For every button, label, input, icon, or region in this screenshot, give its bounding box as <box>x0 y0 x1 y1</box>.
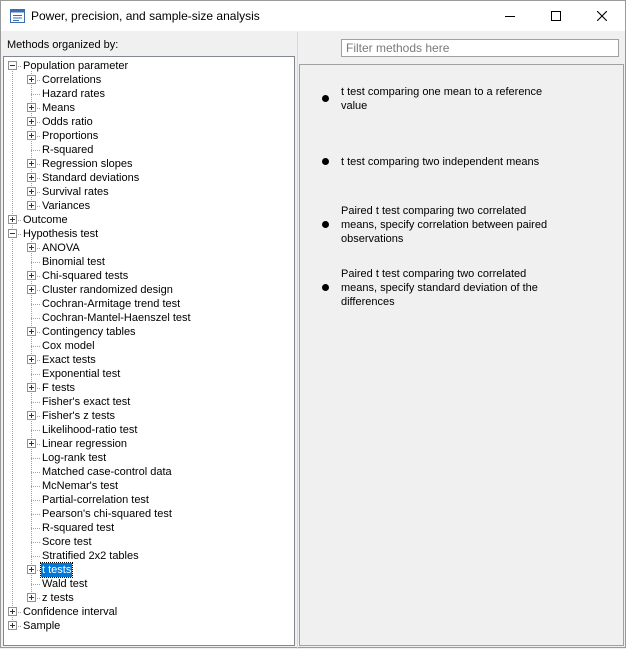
expand-icon[interactable] <box>27 103 36 112</box>
expand-icon[interactable] <box>27 117 36 126</box>
expand-icon[interactable] <box>27 271 36 280</box>
expand-icon[interactable] <box>27 355 36 364</box>
tree-item[interactable] <box>4 101 294 115</box>
title-bar[interactable] <box>1 1 625 31</box>
tree-item-label[interactable]: Sample <box>23 620 61 632</box>
method-description: t test comparing one mean to a reference value <box>341 86 543 112</box>
bullet-icon <box>322 221 329 228</box>
tree-item-label[interactable]: Wald test <box>42 578 88 590</box>
expand-icon[interactable] <box>8 621 17 630</box>
tree-item[interactable] <box>4 395 294 409</box>
tree-item-label[interactable]: Cox model <box>42 340 95 352</box>
tree-item-label[interactable]: Matched case-control data <box>42 466 172 478</box>
tree-item[interactable] <box>4 73 294 87</box>
tree-item-label[interactable]: Proportions <box>42 130 99 142</box>
expand-icon[interactable] <box>27 159 36 168</box>
expand-icon[interactable] <box>27 383 36 392</box>
tree-connector <box>31 500 40 501</box>
tree-item[interactable] <box>4 563 294 577</box>
method-description: Paired t test comparing two correlated means, specify standard deviation of the differences <box>341 268 538 308</box>
tree-item-label[interactable]: Likelihood-ratio test <box>42 424 138 436</box>
tree-item-label[interactable]: Cochran-Mantel-Haenszel test <box>42 312 191 324</box>
minimize-button[interactable] <box>487 1 533 31</box>
window-title: Power, precision, and sample-size analysis <box>31 9 260 23</box>
tree-item-label[interactable]: R-squared <box>42 144 94 156</box>
tree-item[interactable] <box>4 381 294 395</box>
tree-item[interactable] <box>4 269 294 283</box>
tree-item-label[interactable]: Variances <box>42 200 91 212</box>
close-button[interactable] <box>579 1 625 31</box>
maximize-icon <box>551 11 561 21</box>
tree-item[interactable] <box>4 129 294 143</box>
method-description: Paired t test comparing two correlated means, specify correlation between paired observations <box>341 205 548 245</box>
tree-item[interactable] <box>4 297 294 311</box>
tree-connector <box>31 458 40 459</box>
tree-item[interactable] <box>4 241 294 255</box>
tree-item-label[interactable]: Chi-squared tests <box>42 270 129 282</box>
tree-item[interactable] <box>4 493 294 507</box>
tree-item[interactable] <box>4 115 294 129</box>
tree-item[interactable] <box>4 549 294 563</box>
expand-icon[interactable] <box>27 187 36 196</box>
tree-item-label[interactable]: Outcome <box>23 214 68 226</box>
tree-item[interactable] <box>4 143 294 157</box>
tree-connector <box>31 374 40 375</box>
tree-item-label[interactable]: Confidence interval <box>23 606 118 618</box>
collapse-icon[interactable] <box>8 61 17 70</box>
tree-item-label[interactable]: Survival rates <box>42 186 109 198</box>
tree-item[interactable] <box>4 171 294 185</box>
tree-item[interactable] <box>4 325 294 339</box>
expand-icon[interactable] <box>27 131 36 140</box>
expand-icon[interactable] <box>8 215 17 224</box>
tree-connector <box>31 346 40 347</box>
close-icon <box>597 11 607 21</box>
tree-item-label[interactable]: Population parameter <box>23 60 129 72</box>
expand-icon[interactable] <box>27 285 36 294</box>
tree-item[interactable] <box>4 605 294 619</box>
tree-item-label[interactable]: Fisher's exact test <box>42 396 131 408</box>
tree-item[interactable] <box>4 451 294 465</box>
bullet-icon <box>322 158 329 165</box>
expand-icon[interactable] <box>27 173 36 182</box>
tree-item[interactable] <box>4 255 294 269</box>
tree-item[interactable] <box>4 213 294 227</box>
tree-item[interactable] <box>4 339 294 353</box>
tree-item[interactable] <box>4 619 294 633</box>
tree-item-label[interactable]: F tests <box>42 382 76 394</box>
tree-item-label[interactable]: Log-rank test <box>42 452 107 464</box>
tree-item[interactable] <box>4 311 294 325</box>
expand-icon[interactable] <box>27 411 36 420</box>
tree-item-label[interactable]: Hazard rates <box>42 88 105 100</box>
tree-item-label[interactable]: Correlations <box>42 74 102 86</box>
minimize-icon <box>505 11 515 21</box>
tree-item-label[interactable]: Cochran-Armitage trend test <box>42 298 181 310</box>
tree-item[interactable] <box>4 521 294 535</box>
expand-icon[interactable] <box>27 565 36 574</box>
expand-icon[interactable] <box>8 607 17 616</box>
expand-icon[interactable] <box>27 439 36 448</box>
tree-item[interactable] <box>4 591 294 605</box>
methods-organized-label: Methods organized by: <box>7 39 119 51</box>
tree-item[interactable] <box>4 367 294 381</box>
tree-item[interactable] <box>4 409 294 423</box>
tree-item-label[interactable]: Partial-correlation test <box>42 494 149 506</box>
tree-item-label[interactable]: Means <box>42 102 76 114</box>
expand-icon[interactable] <box>27 75 36 84</box>
tree-item-label[interactable]: Cluster randomized design <box>42 284 173 296</box>
tree-item-label[interactable]: Standard deviations <box>42 172 140 184</box>
tree-item[interactable] <box>4 535 294 549</box>
expand-icon[interactable] <box>27 327 36 336</box>
tree-item-label[interactable]: Contingency tables <box>42 326 136 338</box>
bullet-icon <box>322 284 329 291</box>
tree-item-label[interactable]: Stratified 2x2 tables <box>42 550 139 562</box>
tree-connector <box>31 556 40 557</box>
tree-connector <box>31 430 40 431</box>
tree-item[interactable] <box>4 199 294 213</box>
tree-connector <box>31 94 40 95</box>
tree-connector <box>31 402 40 403</box>
tree-item-label[interactable]: t tests <box>42 564 72 576</box>
tree-item-label[interactable]: Exact tests <box>42 354 96 366</box>
tree-connector <box>31 472 40 473</box>
tree-connector <box>31 262 40 263</box>
tree-connector <box>31 514 40 515</box>
bullet-icon <box>322 95 329 102</box>
tree-connector <box>31 304 40 305</box>
tree-item-label[interactable]: Odds ratio <box>42 116 93 128</box>
tree-item[interactable] <box>4 423 294 437</box>
tree-connector <box>31 528 40 529</box>
tree-connector <box>31 318 40 319</box>
tree-connector <box>31 150 40 151</box>
tree-item-label[interactable]: Binomial test <box>42 256 105 268</box>
tree-item-label[interactable]: Exponential test <box>42 368 121 380</box>
tree-item[interactable] <box>4 185 294 199</box>
tree-item[interactable] <box>4 507 294 521</box>
tree-item-label[interactable]: Score test <box>42 536 92 548</box>
expand-icon[interactable] <box>27 593 36 602</box>
pane-splitter[interactable] <box>297 32 298 649</box>
tree-item[interactable] <box>4 283 294 297</box>
methods-list-panel <box>299 64 624 646</box>
expand-icon[interactable] <box>27 201 36 210</box>
tree-item[interactable] <box>4 353 294 367</box>
collapse-icon[interactable] <box>8 229 17 238</box>
filter-methods-input[interactable] <box>341 39 619 57</box>
tree-item[interactable] <box>4 577 294 591</box>
tree-item[interactable] <box>4 87 294 101</box>
tree-item[interactable] <box>4 437 294 451</box>
maximize-button[interactable] <box>533 1 579 31</box>
tree-connector <box>31 584 40 585</box>
tree-item[interactable] <box>4 465 294 479</box>
tree-item-label[interactable]: Linear regression <box>42 438 127 450</box>
tree-item[interactable] <box>4 479 294 493</box>
tree-item-label[interactable]: McNemar's test <box>42 480 119 492</box>
window-app-icon <box>10 9 25 23</box>
tree-connector <box>31 486 40 487</box>
tree-item[interactable] <box>4 59 294 73</box>
expand-icon[interactable] <box>27 243 36 252</box>
tree-item-label[interactable]: Hypothesis test <box>23 228 99 240</box>
tree-connector <box>31 542 40 543</box>
tree-item[interactable] <box>4 227 294 241</box>
method-description: t test comparing two independent means <box>341 156 540 168</box>
methods-tree[interactable] <box>3 56 295 646</box>
tree-item-label[interactable]: z tests <box>42 592 74 604</box>
tree-item[interactable] <box>4 157 294 171</box>
tree-item-label[interactable]: R-squared test <box>42 522 115 534</box>
tree-item-label[interactable]: Pearson's chi-squared test <box>42 508 172 520</box>
tree-item-label[interactable]: Fisher's z tests <box>42 410 116 422</box>
tree-item-label[interactable]: ANOVA <box>42 242 80 254</box>
tree-item-label[interactable]: Regression slopes <box>42 158 133 170</box>
